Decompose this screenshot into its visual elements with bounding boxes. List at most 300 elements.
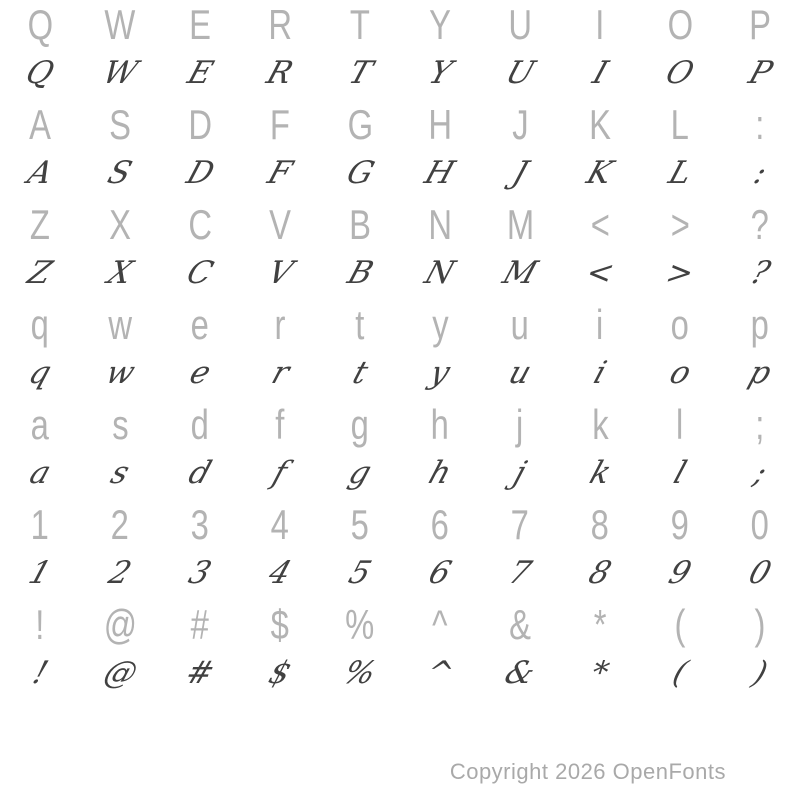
reference-glyph: q xyxy=(30,301,50,348)
reference-glyph-cell xyxy=(80,202,160,248)
glyph-row-pair xyxy=(0,300,800,400)
script-glyph: q xyxy=(24,354,56,391)
reference-glyph: Q xyxy=(27,1,53,48)
reference-glyph-cell xyxy=(80,402,160,448)
script-glyph-cell xyxy=(80,248,160,298)
script-glyph: 2 xyxy=(104,554,136,591)
script-glyph-cell xyxy=(0,548,80,598)
reference-glyph-cell xyxy=(0,202,80,248)
reference-glyph: $ xyxy=(270,601,290,648)
script-glyph: 4 xyxy=(264,554,296,591)
reference-glyph-cell xyxy=(320,302,400,348)
reference-glyph-cell xyxy=(80,302,160,348)
script-glyph-cell xyxy=(80,48,160,98)
reference-row xyxy=(0,302,800,348)
script-glyph-cell xyxy=(640,148,720,198)
script-glyph-cell xyxy=(560,48,640,98)
script-glyph-cell xyxy=(640,448,720,498)
script-glyph-cell xyxy=(0,48,80,98)
script-glyph-cell xyxy=(160,248,240,298)
script-glyph: A xyxy=(23,154,58,191)
reference-glyph: A xyxy=(29,101,51,148)
reference-glyph: 3 xyxy=(190,501,210,548)
script-glyph: F xyxy=(263,154,297,191)
reference-glyph-cell xyxy=(720,2,800,48)
script-glyph: Y xyxy=(424,54,457,91)
script-glyph: > xyxy=(661,254,699,291)
reference-glyph-cell xyxy=(480,302,560,348)
script-glyph-cell xyxy=(480,248,560,298)
script-glyph: ! xyxy=(28,654,53,691)
script-glyph: ( xyxy=(668,654,693,691)
script-glyph: ? xyxy=(746,254,775,291)
script-row xyxy=(0,148,800,198)
reference-glyph-cell xyxy=(80,2,160,48)
script-glyph-cell xyxy=(640,348,720,398)
script-glyph-cell xyxy=(640,48,720,98)
reference-row xyxy=(0,502,800,548)
script-glyph: U xyxy=(501,54,540,91)
script-glyph: S xyxy=(103,154,137,191)
script-glyph: $ xyxy=(264,654,296,691)
script-glyph-cell xyxy=(240,348,320,398)
script-glyph-cell xyxy=(480,348,560,398)
script-glyph-cell xyxy=(400,148,480,198)
script-glyph-cell xyxy=(560,448,640,498)
script-glyph: 5 xyxy=(344,554,376,591)
reference-glyph: V xyxy=(269,201,291,248)
script-glyph-cell xyxy=(560,348,640,398)
reference-glyph: X xyxy=(109,201,131,248)
reference-row xyxy=(0,602,800,648)
script-glyph: Z xyxy=(23,254,57,291)
script-glyph-cell xyxy=(240,548,320,598)
script-glyph-cell xyxy=(640,548,720,598)
script-row xyxy=(0,648,800,698)
reference-glyph: J xyxy=(511,101,529,148)
script-glyph: H xyxy=(420,154,460,191)
glyph-row-pair xyxy=(0,400,800,500)
reference-glyph: Y xyxy=(429,1,451,48)
script-row xyxy=(0,248,800,298)
reference-glyph: < xyxy=(590,201,610,248)
reference-glyph: U xyxy=(508,1,532,48)
reference-glyph: : xyxy=(755,101,765,148)
script-glyph-cell xyxy=(640,648,720,698)
reference-glyph-cell xyxy=(560,202,640,248)
reference-glyph: W xyxy=(104,1,136,48)
script-glyph: ) xyxy=(748,654,773,691)
reference-glyph: B xyxy=(349,201,371,248)
script-glyph-cell xyxy=(560,648,640,698)
reference-glyph-cell xyxy=(720,402,800,448)
reference-glyph: @ xyxy=(103,601,137,648)
script-glyph-cell xyxy=(560,548,640,598)
reference-glyph-cell xyxy=(0,302,80,348)
reference-glyph-cell xyxy=(240,402,320,448)
reference-glyph-cell xyxy=(240,2,320,48)
script-glyph-cell xyxy=(160,48,240,98)
reference-glyph-cell xyxy=(400,402,480,448)
script-glyph: s xyxy=(106,454,134,491)
reference-row xyxy=(0,102,800,148)
reference-glyph-cell xyxy=(80,102,160,148)
script-glyph: ^ xyxy=(421,654,459,691)
reference-glyph-cell xyxy=(0,602,80,648)
reference-glyph: 5 xyxy=(350,501,370,548)
script-glyph-cell xyxy=(160,348,240,398)
script-glyph-cell xyxy=(480,548,560,598)
script-glyph-cell xyxy=(320,448,400,498)
reference-glyph: y xyxy=(431,301,449,348)
reference-glyph: u xyxy=(510,301,530,348)
script-glyph-cell xyxy=(720,648,800,698)
script-glyph-cell xyxy=(240,48,320,98)
reference-glyph: D xyxy=(188,101,212,148)
reference-glyph-cell xyxy=(400,602,480,648)
script-glyph: W xyxy=(98,54,142,91)
script-glyph-cell xyxy=(160,148,240,198)
reference-glyph-cell xyxy=(320,602,400,648)
reference-glyph-cell xyxy=(640,2,720,48)
script-glyph-cell xyxy=(400,248,480,298)
reference-glyph: g xyxy=(350,401,370,448)
reference-glyph: I xyxy=(595,1,605,48)
reference-glyph: & xyxy=(509,601,531,648)
reference-glyph: K xyxy=(589,101,611,148)
reference-glyph-cell xyxy=(240,602,320,648)
script-glyph-cell xyxy=(400,548,480,598)
script-glyph: < xyxy=(581,254,619,291)
reference-glyph-cell xyxy=(480,2,560,48)
reference-glyph: 0 xyxy=(750,501,770,548)
reference-glyph: l xyxy=(676,401,684,448)
reference-glyph: # xyxy=(190,601,210,648)
reference-glyph: 4 xyxy=(270,501,290,548)
reference-glyph-cell xyxy=(80,502,160,548)
reference-glyph-cell xyxy=(560,502,640,548)
reference-glyph: * xyxy=(593,601,607,648)
script-glyph: @ xyxy=(98,654,142,691)
reference-glyph: M xyxy=(506,201,534,248)
reference-glyph: o xyxy=(670,301,690,348)
reference-glyph: O xyxy=(667,1,693,48)
script-glyph-cell xyxy=(160,548,240,598)
script-glyph: : xyxy=(749,154,772,191)
reference-glyph: ^ xyxy=(432,601,448,648)
reference-glyph-cell xyxy=(160,102,240,148)
reference-glyph-cell xyxy=(160,502,240,548)
script-glyph: p xyxy=(744,354,776,391)
script-glyph: I xyxy=(588,54,613,91)
script-glyph-cell xyxy=(80,148,160,198)
reference-glyph: ) xyxy=(754,601,766,648)
script-glyph: 1 xyxy=(24,554,56,591)
reference-glyph-cell xyxy=(160,302,240,348)
script-glyph: D xyxy=(181,154,219,191)
glyph-row-pair xyxy=(0,100,800,200)
reference-glyph-cell xyxy=(720,602,800,648)
script-glyph: G xyxy=(341,154,379,191)
script-glyph-cell xyxy=(720,48,800,98)
script-glyph: 3 xyxy=(184,554,216,591)
reference-glyph: H xyxy=(428,101,452,148)
reference-glyph: C xyxy=(188,201,212,248)
script-glyph: # xyxy=(181,654,219,691)
reference-glyph-cell xyxy=(320,502,400,548)
script-glyph: 0 xyxy=(744,554,776,591)
reference-glyph: 1 xyxy=(30,501,50,548)
reference-glyph-cell xyxy=(320,2,400,48)
script-glyph: * xyxy=(586,654,614,691)
reference-glyph-cell xyxy=(560,402,640,448)
reference-glyph: h xyxy=(430,401,450,448)
reference-glyph-cell xyxy=(720,502,800,548)
glyph-row-pair xyxy=(0,600,800,700)
script-glyph-cell xyxy=(0,248,80,298)
reference-glyph: a xyxy=(30,401,50,448)
reference-glyph-cell xyxy=(400,202,480,248)
reference-glyph-cell xyxy=(240,302,320,348)
reference-glyph: 7 xyxy=(510,501,530,548)
reference-glyph-cell xyxy=(640,202,720,248)
reference-glyph-cell xyxy=(640,502,720,548)
copyright-text: Copyright 2026 OpenFonts xyxy=(449,759,726,784)
reference-glyph: r xyxy=(274,301,286,348)
script-glyph: O xyxy=(661,54,699,91)
script-glyph-cell xyxy=(80,648,160,698)
script-glyph-cell xyxy=(720,448,800,498)
script-glyph-cell xyxy=(240,448,320,498)
reference-row xyxy=(0,202,800,248)
reference-glyph-cell xyxy=(160,202,240,248)
script-glyph-cell xyxy=(720,248,800,298)
reference-glyph: ( xyxy=(674,601,686,648)
script-glyph-cell xyxy=(320,48,400,98)
reference-glyph: f xyxy=(275,401,285,448)
script-glyph-cell xyxy=(480,648,560,698)
reference-glyph: j xyxy=(516,401,524,448)
script-glyph-cell xyxy=(240,248,320,298)
reference-glyph: p xyxy=(750,301,770,348)
reference-glyph: % xyxy=(345,601,375,648)
reference-glyph-cell xyxy=(480,502,560,548)
reference-glyph: k xyxy=(591,401,609,448)
script-glyph: Q xyxy=(21,54,59,91)
reference-glyph-cell xyxy=(160,602,240,648)
script-glyph: E xyxy=(182,54,218,91)
reference-glyph: G xyxy=(347,101,373,148)
reference-glyph: t xyxy=(355,301,365,348)
script-row xyxy=(0,448,800,498)
reference-glyph: i xyxy=(596,301,604,348)
reference-glyph: T xyxy=(349,1,371,48)
script-glyph: C xyxy=(182,254,218,291)
script-glyph: a xyxy=(25,454,56,491)
glyph-row-pair xyxy=(0,0,800,100)
reference-glyph: L xyxy=(670,101,690,148)
reference-row xyxy=(0,402,800,448)
script-glyph-cell xyxy=(480,48,560,98)
script-glyph: J xyxy=(508,154,533,191)
script-glyph: P xyxy=(743,54,777,91)
script-glyph: r xyxy=(266,354,294,391)
script-glyph: k xyxy=(584,454,616,491)
script-glyph: w xyxy=(101,354,140,391)
script-glyph: e xyxy=(185,354,216,391)
reference-glyph-cell xyxy=(240,202,320,248)
reference-glyph-cell xyxy=(640,402,720,448)
reference-glyph-cell xyxy=(160,2,240,48)
script-glyph: T xyxy=(343,54,377,91)
script-glyph: 6 xyxy=(424,554,456,591)
reference-glyph-cell xyxy=(320,202,400,248)
script-glyph-cell xyxy=(320,348,400,398)
script-glyph-cell xyxy=(80,448,160,498)
script-glyph: u xyxy=(504,354,536,391)
reference-glyph-cell xyxy=(640,102,720,148)
reference-glyph-cell xyxy=(560,302,640,348)
reference-glyph: 8 xyxy=(590,501,610,548)
script-glyph: g xyxy=(344,454,376,491)
reference-glyph-cell xyxy=(400,502,480,548)
script-glyph: 9 xyxy=(664,554,696,591)
reference-glyph: ! xyxy=(35,601,45,648)
reference-glyph: Z xyxy=(29,201,51,248)
script-glyph-cell xyxy=(400,348,480,398)
reference-glyph-cell xyxy=(720,302,800,348)
script-glyph-cell xyxy=(400,648,480,698)
reference-glyph-cell xyxy=(0,502,80,548)
reference-glyph: 9 xyxy=(670,501,690,548)
reference-glyph-cell xyxy=(320,102,400,148)
script-glyph: B xyxy=(342,254,378,291)
reference-glyph-cell xyxy=(640,302,720,348)
script-glyph-cell xyxy=(320,548,400,598)
reference-glyph-cell xyxy=(480,102,560,148)
script-glyph: ; xyxy=(749,454,772,491)
reference-glyph-cell xyxy=(640,602,720,648)
reference-glyph: N xyxy=(428,201,452,248)
reference-glyph: ; xyxy=(755,401,765,448)
script-glyph-cell xyxy=(720,348,800,398)
script-glyph-cell xyxy=(0,648,80,698)
reference-glyph-cell xyxy=(480,202,560,248)
reference-glyph-cell xyxy=(560,2,640,48)
script-glyph: d xyxy=(184,454,216,491)
reference-glyph-cell xyxy=(560,602,640,648)
script-glyph-cell xyxy=(400,48,480,98)
script-glyph-cell xyxy=(160,448,240,498)
reference-glyph: s xyxy=(111,401,129,448)
reference-glyph-cell xyxy=(560,102,640,148)
script-glyph-cell xyxy=(560,148,640,198)
script-glyph-cell xyxy=(80,548,160,598)
reference-glyph-cell xyxy=(400,102,480,148)
reference-glyph-cell xyxy=(80,602,160,648)
script-glyph: L xyxy=(664,154,697,191)
script-glyph: K xyxy=(582,154,618,191)
script-glyph-cell xyxy=(240,148,320,198)
script-row xyxy=(0,48,800,98)
script-glyph-cell xyxy=(720,548,800,598)
script-glyph: i xyxy=(589,354,611,391)
script-glyph-cell xyxy=(0,448,80,498)
reference-glyph: ? xyxy=(750,201,770,248)
script-glyph-cell xyxy=(320,648,400,698)
reference-glyph-cell xyxy=(720,102,800,148)
reference-row xyxy=(0,2,800,48)
reference-glyph-cell xyxy=(480,402,560,448)
script-glyph-cell xyxy=(320,148,400,198)
script-glyph: y xyxy=(425,354,455,391)
script-glyph: f xyxy=(268,454,292,491)
script-glyph-cell xyxy=(0,348,80,398)
glyph-row-pair xyxy=(0,200,800,300)
script-glyph-cell xyxy=(720,148,800,198)
reference-glyph-cell xyxy=(400,302,480,348)
script-glyph-cell xyxy=(560,248,640,298)
script-glyph: t xyxy=(348,354,373,391)
script-glyph-cell xyxy=(400,448,480,498)
reference-glyph-cell xyxy=(0,102,80,148)
reference-glyph-cell xyxy=(160,402,240,448)
reference-glyph: 2 xyxy=(110,501,130,548)
reference-glyph-cell xyxy=(400,2,480,48)
script-glyph-cell xyxy=(160,648,240,698)
script-glyph: 8 xyxy=(584,554,616,591)
reference-glyph: > xyxy=(670,201,690,248)
script-glyph: X xyxy=(103,254,138,291)
script-glyph: & xyxy=(500,654,540,691)
reference-glyph: R xyxy=(268,1,292,48)
reference-glyph-cell xyxy=(480,602,560,648)
reference-glyph-cell xyxy=(0,2,80,48)
script-glyph-cell xyxy=(320,248,400,298)
script-glyph: 7 xyxy=(504,554,536,591)
script-glyph-cell xyxy=(640,248,720,298)
script-glyph: j xyxy=(509,454,531,491)
reference-glyph: e xyxy=(190,301,210,348)
reference-glyph: 6 xyxy=(430,501,450,548)
script-row xyxy=(0,348,800,398)
reference-glyph-cell xyxy=(320,402,400,448)
script-glyph-cell xyxy=(240,648,320,698)
reference-glyph-cell xyxy=(0,402,80,448)
script-glyph-cell xyxy=(0,148,80,198)
reference-glyph-cell xyxy=(720,202,800,248)
script-glyph: N xyxy=(420,254,460,291)
script-glyph: h xyxy=(424,454,456,491)
script-glyph: V xyxy=(263,254,298,291)
reference-glyph: E xyxy=(189,1,211,48)
script-glyph: % xyxy=(339,654,381,691)
reference-glyph: w xyxy=(108,301,132,348)
script-glyph: M xyxy=(498,254,542,291)
glyph-row-pair xyxy=(0,500,800,600)
reference-glyph: P xyxy=(749,1,771,48)
script-glyph: R xyxy=(262,54,298,91)
reference-glyph-cell xyxy=(240,102,320,148)
script-glyph-cell xyxy=(480,448,560,498)
reference-glyph-cell xyxy=(240,502,320,548)
script-glyph-cell xyxy=(80,348,160,398)
reference-glyph: F xyxy=(269,101,291,148)
script-glyph-cell xyxy=(480,148,560,198)
script-row xyxy=(0,548,800,598)
script-glyph: l xyxy=(669,454,691,491)
reference-glyph: S xyxy=(109,101,131,148)
